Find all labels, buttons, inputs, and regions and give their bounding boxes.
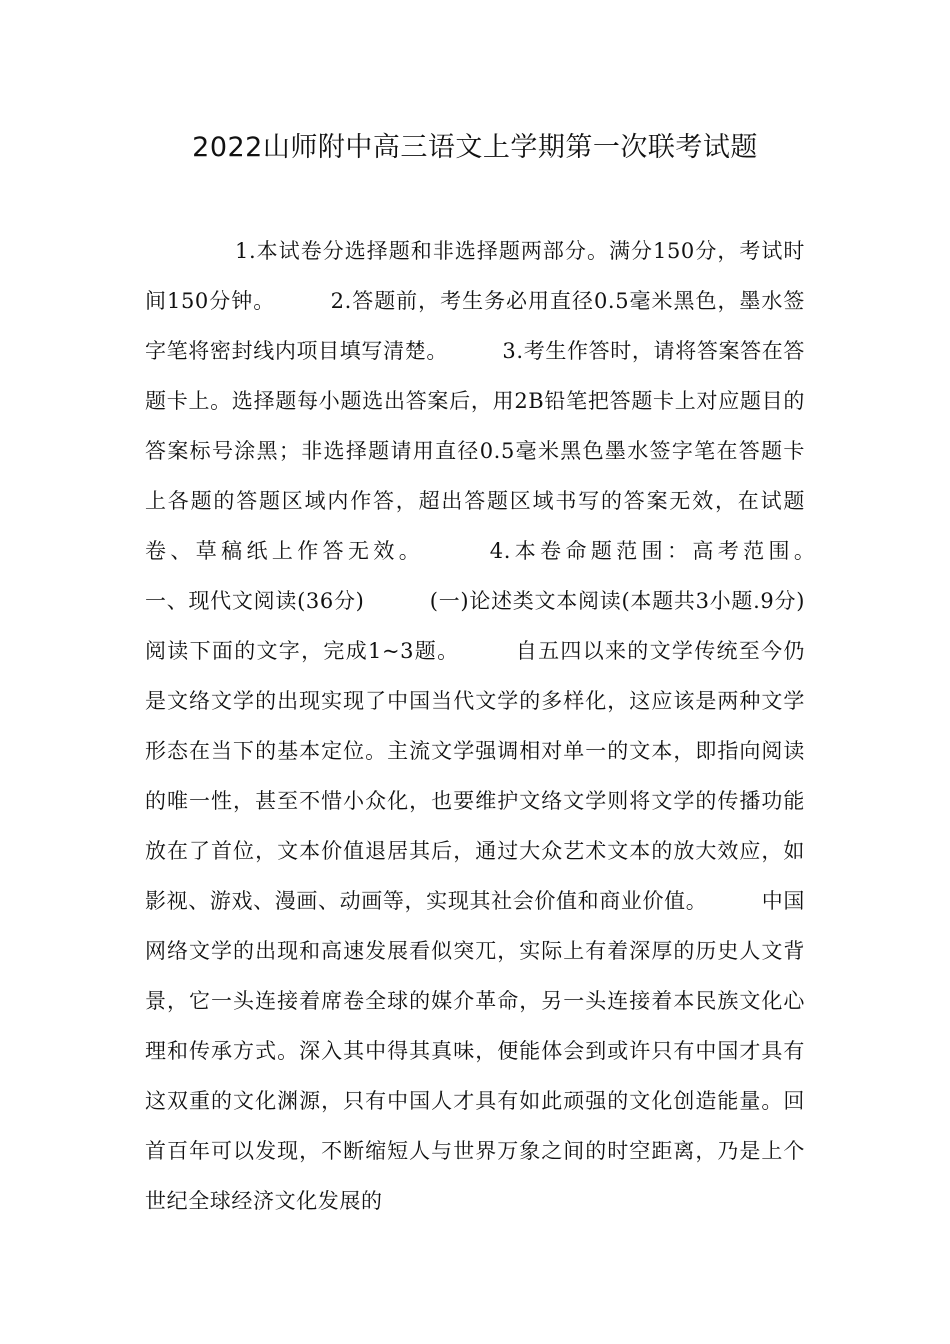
document-body-paragraph: 1.本试卷分选择题和非选择题两部分。满分150分，考试时间150分钟。 2.答题前，考生务必用直径0.5毫米黑色，墨水签字笔将密封线内项目填写清楚。 3.考生作答时，请将答案答在答题卡上。选择题每小题选出答案后，用2B铅笔把答题卡上对应题目的答案标号涂黑；非选择题请用直径0.5毫米黑色墨水签字笔在答题卡上各题的答题区域内作答，超出答题区域书写的答案无效，在试题卷、草稿纸上作答无效。 4.本卷命题范围：高考范围。 一、现代文阅读(36分) (一)论述类文本阅读(本题共3小题.9分) 阅读下面的文字，完成1~3题。 自五四以来的文学传统至今仍是文络文学的出现实现了中国当代文学的多样化，这应该是两种文学形态在当下的基本定位。主流文学强调相对单一的文本，即指向阅读的唯一性，甚至不惜小众化，也要维护文络文学则将文学的传播功能放在了首位，文本价值退居其后，通过大众艺术文本的放大效应，如影视、游戏、漫画、动画等，实现其社会价值和商业价值。 中国网络文学的出现和高速发展看似突兀，实际上有着深厚的历史人文背景，它一头连接着席卷全球的媒介革命，另一头连接着本民族文化心理和传承方式。深入其中得其真味，便能体会到或许只有中国才具有这双重的文化渊源，只有中国人才具有如此顽强的文化创造能量。回首百年可以发现，不断缩短人与世界万象之间的时空距离，乃是上个世纪全球经济文化发展的 xyxy=(145,239,870,1213)
document-title: 2022山师附中高三语文上学期第一次联考试题 xyxy=(192,132,758,163)
